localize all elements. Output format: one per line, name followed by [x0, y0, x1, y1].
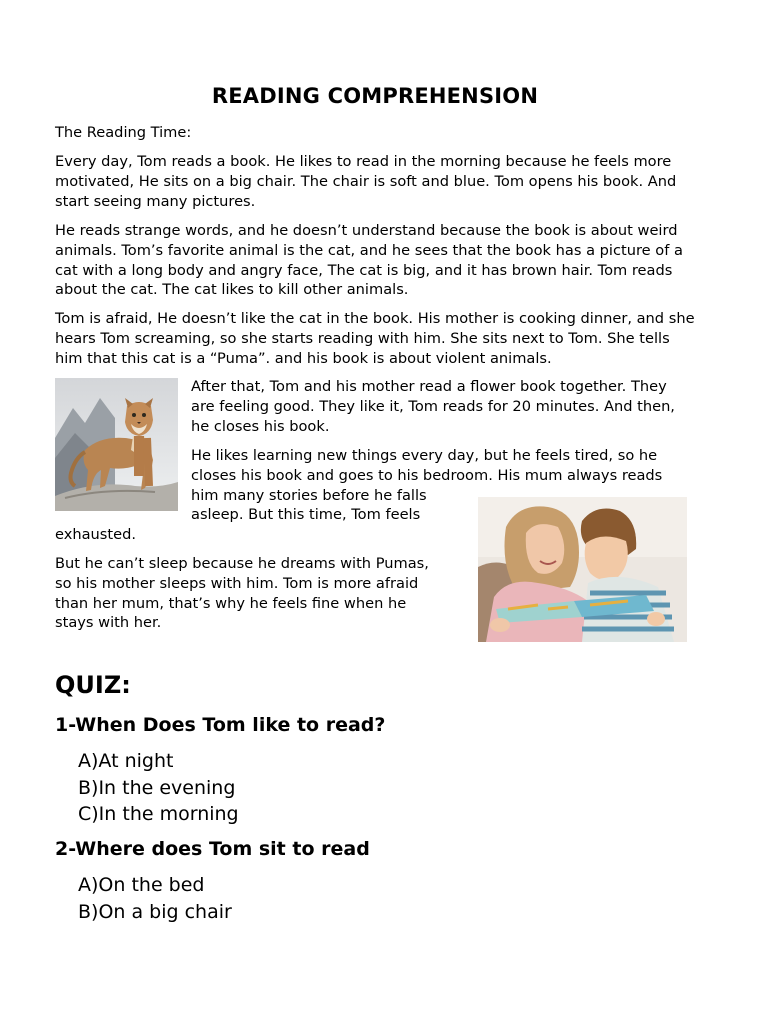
answer-option[interactable]: A)On the bed: [78, 874, 205, 896]
question-2-options: [78, 872, 232, 925]
page-title: READING COMPREHENSION: [211, 84, 539, 108]
answer-option[interactable]: A)At night: [78, 750, 174, 772]
answer-option[interactable]: B)On a big chair: [78, 900, 232, 923]
answer-option[interactable]: C)In the morning: [78, 803, 239, 825]
quiz-heading: QUIZ:: [55, 671, 131, 699]
paragraph-1: Every day, Tom reads a book. He likes to read in the morning because he feels more motivated, He sits on a big chair. The chair is soft and blue. Tom opens his book. And start seeing many pictures.: [55, 153, 677, 210]
paragraph-6-line: But he can’t sleep because he dreams with Pumas,: [55, 555, 429, 572]
question-1: 1-When Does Tom like to read?: [55, 714, 386, 736]
paragraph-6-line: than her mum, that’s why he feels fine when he: [55, 594, 407, 612]
subtitle: The Reading Time:: [55, 124, 192, 141]
paragraph-5-line: asleep. But this time, Tom feels: [191, 506, 421, 524]
paragraph-5-line: exhausted.: [55, 526, 137, 543]
paragraph-5-line: closes his book and goes to his bedroom. His mum always reads: [191, 466, 663, 484]
puma-image: [55, 378, 178, 511]
paragraph-6: [55, 554, 465, 633]
question-1-options: [78, 748, 239, 828]
paragraph-6-line: so his mother sleeps with him. Tom is more afraid: [55, 574, 419, 592]
paragraph-2: He reads strange words, and he doesn’t understand because the book is about weird animals. Tom’s favorite animal is the cat, and he sees that the book has a picture of a cat with a long body and angry face, The cat is big, and it has brown hair. Tom reads about the cat. The cat likes to kill other animals.: [55, 222, 683, 299]
paragraph-3: Tom is afraid, He doesn’t like the cat in the book. His mother is cooking dinner, and she hears Tom screaming, so she starts reading with him. She sits next to Tom. She tells him that this cat is a “Puma”. and his book is about violent animals.: [55, 310, 695, 367]
mother-son-reading-image: [478, 497, 687, 642]
paragraph-6-line: stays with her.: [55, 614, 162, 632]
paragraph-5-line: He likes learning new things every day, but he feels tired, so he: [191, 447, 658, 464]
question-2: 2-Where does Tom sit to read: [55, 838, 370, 860]
answer-option[interactable]: B)In the evening: [78, 776, 236, 799]
paragraph-5-line: him many stories before he falls: [191, 486, 427, 504]
paragraph-4: After that, Tom and his mother read a flower book together. They are feeling good. They like it, Tom reads for 20 minutes. And then, he closes his book.: [191, 378, 675, 435]
